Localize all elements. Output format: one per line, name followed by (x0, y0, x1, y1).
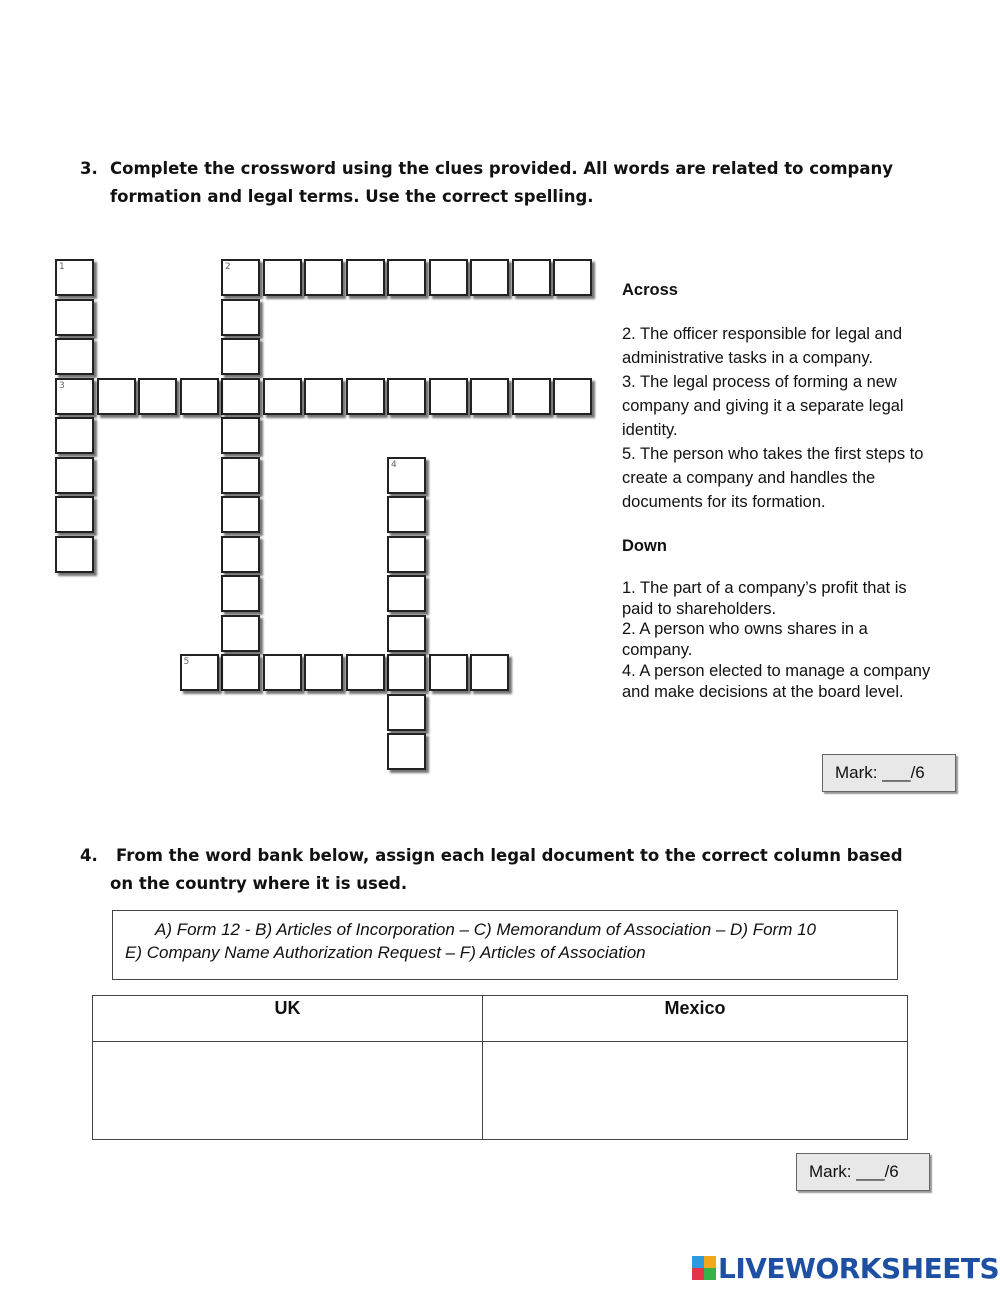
crossword-clue-number: 3 (59, 380, 65, 391)
crossword-cell[interactable] (346, 259, 385, 296)
crossword-clue-number: 1 (59, 262, 65, 272)
crossword-cell[interactable] (55, 417, 94, 454)
across-heading: Across (622, 281, 678, 299)
liveworksheets-logo-icon (692, 1256, 716, 1280)
crossword-cell[interactable] (55, 259, 94, 296)
crossword-cell[interactable] (55, 457, 94, 494)
crossword-cell[interactable] (470, 378, 509, 415)
column-header-uk: UK (93, 996, 483, 1042)
crossword-cell[interactable] (304, 259, 343, 296)
down-heading: Down (622, 537, 667, 555)
crossword-cell[interactable] (387, 733, 426, 770)
crossword-cell[interactable] (221, 615, 260, 652)
uk-answer-cell[interactable] (93, 1042, 483, 1140)
crossword-cell[interactable] (304, 378, 343, 415)
crossword-cell[interactable] (346, 654, 385, 691)
down-clue-1: 1. The part of a company’s profit that is paid to shareholders. (622, 579, 907, 618)
question-3-number: 3. (80, 159, 98, 178)
crossword-cell[interactable] (263, 378, 302, 415)
crossword-cell[interactable] (180, 654, 219, 691)
crossword-cell[interactable] (221, 496, 260, 533)
across-clue-5: 5. The person who takes the first steps to create a company and handles the documents for its formation. (622, 445, 924, 511)
crossword-cell[interactable] (512, 259, 551, 296)
liveworksheets-logo-text: LIVEWORKSHEETS (718, 1251, 1000, 1285)
crossword-cell[interactable] (221, 378, 260, 415)
word-bank (112, 910, 898, 980)
across-clue-2: 2. The officer responsible for legal and administrative tasks in a company. (622, 325, 903, 367)
question-3-text: Complete the crossword using the clues provided. All words are related to company formation and legal terms. Use the correct spelling. (110, 159, 894, 206)
down-clue-2: 2. A person who owns shares in a company. (622, 620, 868, 660)
crossword-cell[interactable] (55, 496, 94, 533)
crossword-clue-number: 5 (183, 657, 190, 667)
crossword-clue-number: 2 (225, 262, 231, 272)
crossword-cell[interactable] (221, 575, 260, 612)
crossword-cell[interactable] (387, 575, 426, 612)
crossword-cell[interactable] (387, 457, 426, 494)
crossword-cell[interactable] (221, 536, 260, 573)
crossword-cell[interactable] (387, 378, 426, 415)
liveworksheets-logo (692, 1250, 999, 1286)
crossword-cell[interactable] (55, 338, 94, 375)
crossword-cell[interactable] (512, 378, 551, 415)
crossword-cell[interactable] (263, 259, 302, 296)
question-3 (80, 155, 940, 215)
question-4-number: 4. (80, 846, 98, 865)
crossword-cell[interactable] (55, 536, 94, 573)
mark-box-crossword: Mark: ___/6 (822, 754, 956, 792)
crossword-cell[interactable] (387, 496, 426, 533)
down-clue-4: 4. A person elected to manage a company and make decisions at the board level. (622, 661, 931, 701)
crossword-cell[interactable] (387, 536, 426, 573)
crossword-cell[interactable] (387, 259, 426, 296)
clues-panel (622, 278, 942, 702)
crossword-cell[interactable] (553, 378, 592, 415)
question-4 (80, 842, 940, 902)
crossword-cell[interactable] (221, 259, 260, 296)
crossword-cell[interactable] (470, 654, 509, 691)
mark-box-documents: Mark: ___/6 (796, 1153, 930, 1191)
crossword-clue-number: 4 (391, 459, 397, 470)
crossword-cell[interactable] (429, 378, 468, 415)
crossword-cell[interactable] (138, 378, 177, 415)
crossword-cell[interactable] (304, 654, 343, 691)
crossword-cell[interactable] (55, 299, 94, 336)
crossword-cell[interactable] (55, 378, 94, 415)
crossword-cell[interactable] (387, 654, 426, 691)
crossword-cell[interactable] (429, 654, 468, 691)
mexico-answer-cell[interactable] (483, 1042, 908, 1140)
crossword-cell[interactable] (180, 378, 219, 415)
crossword-cell[interactable] (221, 417, 260, 454)
crossword-cell[interactable] (221, 654, 260, 691)
word-bank-line-2: E) Company Name Authorization Request – F) Articles of Association (125, 943, 646, 962)
crossword-cell[interactable] (387, 615, 426, 652)
word-bank-line-1: A) Form 12 - B) Articles of Incorporation – C) Memorandum of Association – D) Form 10 (155, 920, 817, 939)
crossword-cell[interactable] (387, 694, 426, 731)
crossword-cell[interactable] (221, 299, 260, 336)
crossword-cell[interactable] (553, 259, 592, 296)
crossword-cell[interactable] (221, 338, 260, 375)
question-4-text: From the word bank below, assign each legal document to the correct column based on the country where it is used. (110, 846, 903, 893)
country-table (92, 995, 908, 1140)
across-clue-3: 3. The legal process of forming a new company and giving it a separate legal identity. (622, 373, 904, 439)
crossword-cell[interactable] (97, 378, 136, 415)
crossword-cell[interactable] (470, 259, 509, 296)
column-header-mexico: Mexico (483, 996, 908, 1042)
crossword-cell[interactable] (346, 378, 385, 415)
crossword-cell[interactable] (221, 457, 260, 494)
crossword-cell[interactable] (429, 259, 468, 296)
crossword-cell[interactable] (263, 654, 302, 691)
